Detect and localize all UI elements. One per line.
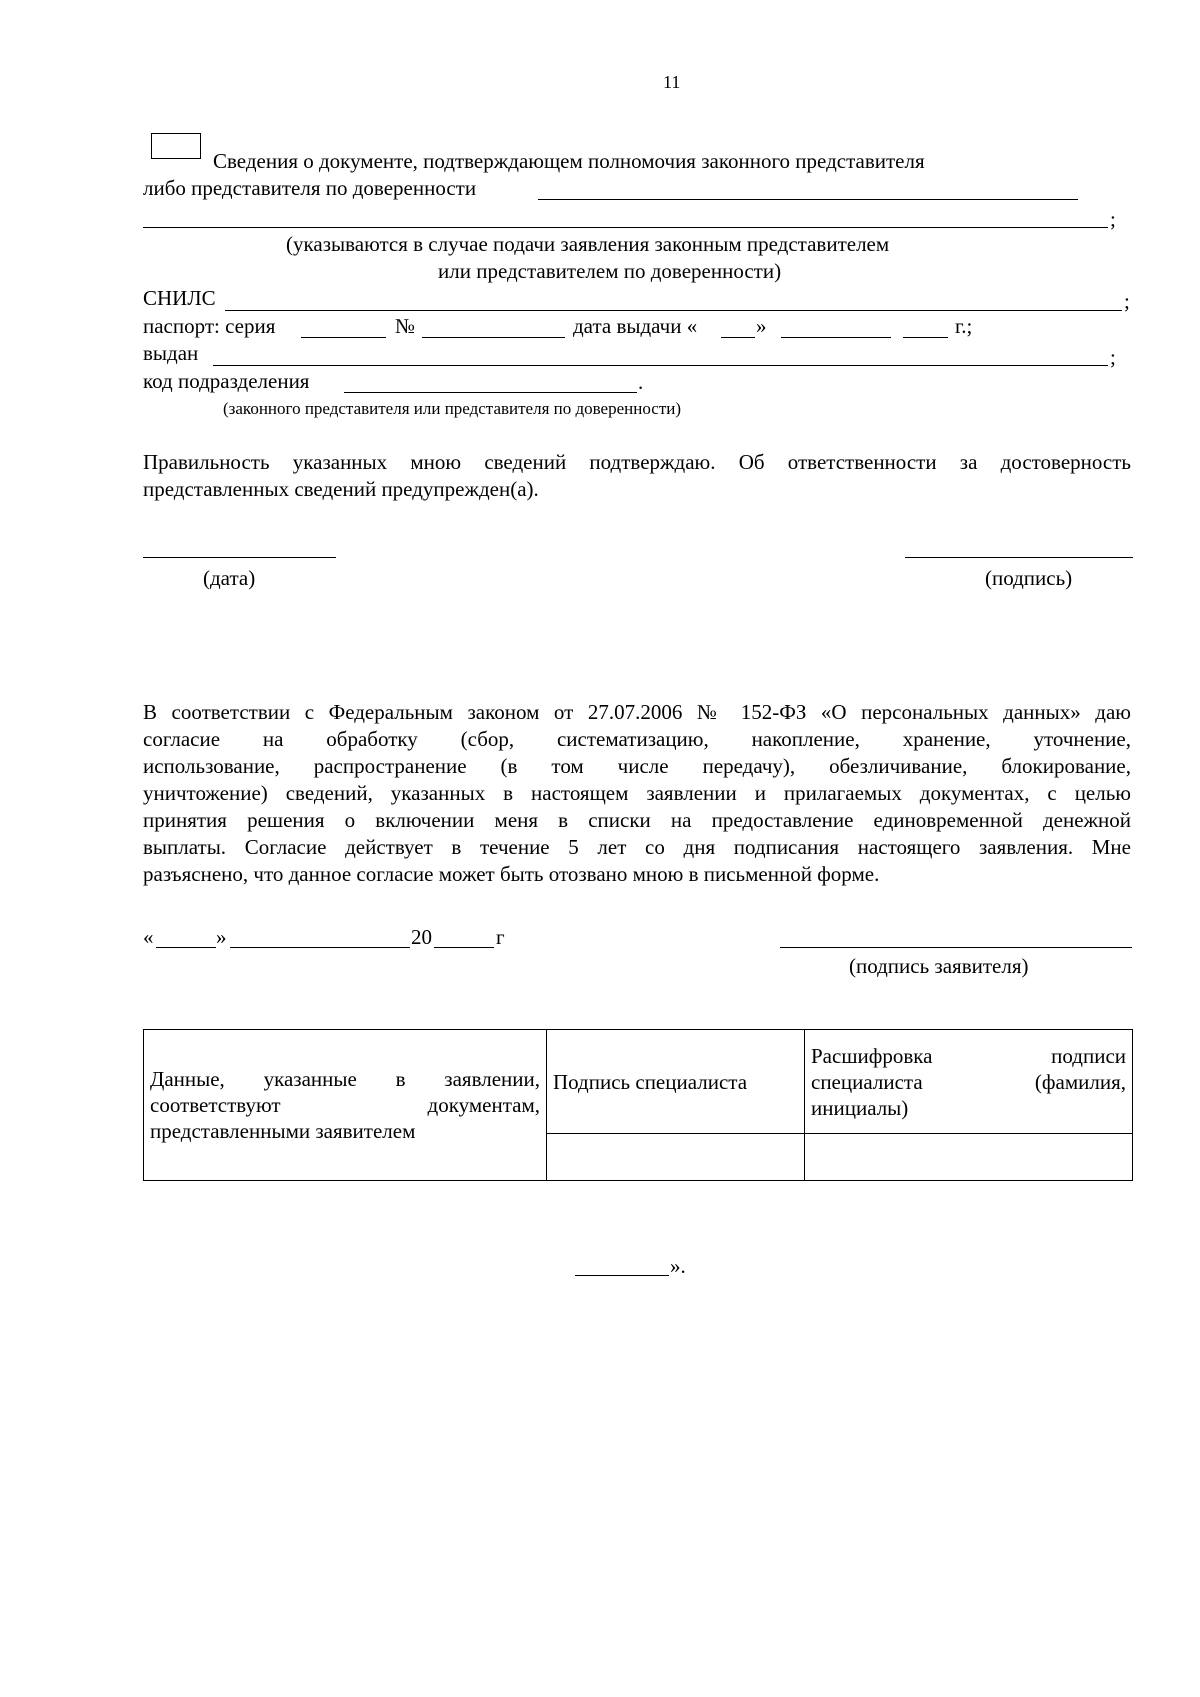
date-field[interactable]	[143, 557, 336, 558]
date-line-open-quote: «	[143, 925, 154, 949]
division-code-end: .	[638, 370, 644, 394]
consent-line-5: принятия решения о включении меня в списки на предоставление единовременной денежной	[143, 808, 1131, 832]
specialist-table-col1-line2: соответствуют документам,	[150, 1093, 540, 1117]
passport-issue-month-field[interactable]	[781, 337, 891, 338]
date-line-close-quote: »	[216, 925, 227, 949]
representative-doc-heading-cont: либо представителя по доверенности	[143, 176, 477, 200]
representative-doc-note-2: или представителем по доверенности)	[438, 259, 782, 283]
passport-issue-quote-close: »	[756, 314, 767, 338]
specialist-signature-header: Подпись специалиста	[547, 1030, 805, 1134]
date-line-year-prefix: 20	[411, 925, 432, 949]
date-caption: (дата)	[203, 566, 256, 590]
passport-issue-date-label: дата выдачи «	[573, 314, 698, 338]
specialist-table	[143, 1029, 1133, 1181]
specialist-name-header	[805, 1030, 1133, 1134]
representative-doc-heading: Сведения о документе, подтверждающем полномочия законного представителя	[213, 149, 925, 173]
representative-doc-semicolon: ;	[1110, 207, 1116, 231]
closing-field[interactable]	[575, 1275, 669, 1276]
applicant-signature-field[interactable]	[780, 947, 1132, 948]
confirmation-paragraph	[143, 449, 1131, 503]
issued-end: ;	[1110, 345, 1116, 369]
consent-line-7: разъяснено, что данное согласие может быть отозвано мною в письменной форме.	[143, 862, 880, 886]
consent-line-3: использование, распространение (в том числе передачу), обезличивание, блокирование,	[143, 754, 1131, 778]
specialist-name-cell[interactable]	[805, 1134, 1133, 1181]
passport-issue-day-field[interactable]	[721, 337, 755, 338]
specialist-table-col3-line2: специалиста (фамилия,	[811, 1069, 1126, 1094]
closing-quote: ».	[670, 1254, 686, 1278]
date-line-year-suffix: г	[496, 925, 505, 949]
passport-series-label: паспорт: серия	[143, 314, 276, 338]
date-line-month-field[interactable]	[230, 947, 410, 948]
issued-field[interactable]	[213, 365, 1108, 366]
passport-number-field[interactable]	[422, 337, 565, 338]
consent-paragraph	[143, 699, 1131, 888]
representative-doc-field-1[interactable]	[538, 199, 1078, 200]
consent-line-6: выплаты. Согласие действует в течение 5 лет со дня подписания настоящего заявления. Мне	[143, 835, 1131, 859]
page-number: 11	[663, 72, 681, 92]
specialist-table-col1-line1: Данные, указанные в заявлении,	[150, 1067, 540, 1091]
specialist-table-col1-line3: представленными заявителем	[150, 1119, 416, 1143]
representative-doc-checkbox[interactable]	[151, 133, 201, 159]
date-line-day-field[interactable]	[156, 947, 216, 948]
representative-caption: (законного представителя или представителя по доверенности)	[223, 399, 682, 418]
issued-label: выдан	[143, 341, 199, 365]
representative-doc-note-1: (указываются в случае подачи заявления законным представителем	[286, 232, 890, 256]
division-code-label: код подразделения	[143, 369, 310, 393]
specialist-signature-cell[interactable]	[547, 1134, 805, 1181]
representative-doc-field-2[interactable]	[143, 227, 1108, 228]
snils-label: СНИЛС	[143, 286, 216, 310]
passport-year-suffix: г.;	[955, 314, 973, 338]
consent-line-4: уничтожение) сведений, указанных в настоящем заявлении и прилагаемых документах, с целью	[143, 781, 1131, 805]
date-line-year-field[interactable]	[434, 947, 494, 948]
consent-line-1: В соответствии с Федеральным законом от 27.07.2006 № 152-ФЗ «О персональных данных» даю	[143, 700, 1131, 724]
confirmation-line-1: Правильность указанных мною сведений подтверждаю. Об ответственности за достоверность	[143, 450, 1131, 474]
passport-issue-year-field[interactable]	[903, 337, 948, 338]
specialist-table-col3-line3: инициалы)	[811, 1095, 909, 1120]
consent-line-2: согласие на обработку (сбор, систематизацию, накопление, хранение, уточнение,	[143, 727, 1131, 751]
signature-field[interactable]	[905, 557, 1133, 558]
confirmation-line-2: представленных сведений предупрежден(а).	[143, 477, 539, 501]
division-code-field[interactable]	[344, 392, 637, 393]
specialist-table-col3-line1: Расшифровка подписи	[811, 1043, 1126, 1068]
passport-series-field[interactable]	[301, 337, 386, 338]
applicant-signature-caption: (подпись заявителя)	[849, 954, 1029, 978]
snils-end: ;	[1124, 289, 1130, 313]
signature-caption: (подпись)	[985, 566, 1073, 590]
specialist-table-data-cell	[144, 1030, 547, 1181]
passport-number-label: №	[395, 314, 416, 338]
snils-field[interactable]	[225, 310, 1122, 311]
